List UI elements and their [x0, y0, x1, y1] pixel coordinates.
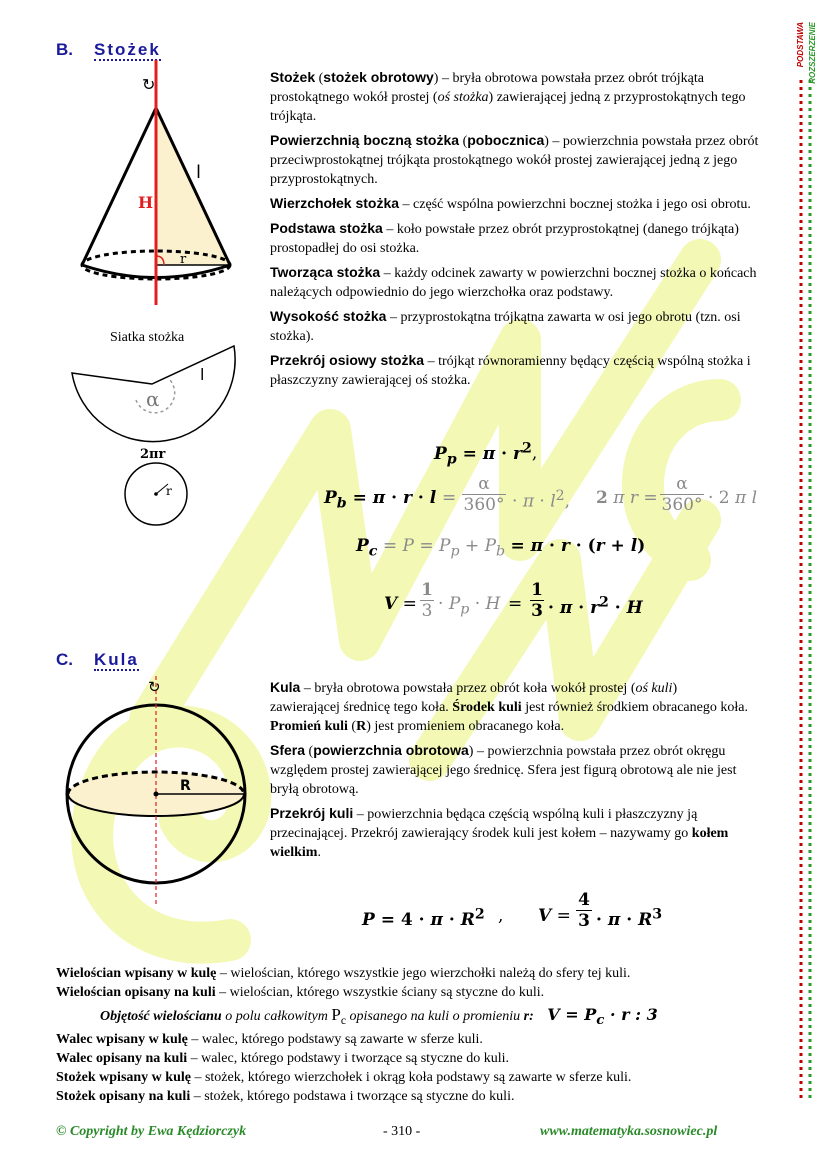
- label-l: l: [196, 162, 202, 183]
- label-H: H: [138, 193, 154, 212]
- footer-copyright: © Copyright by Ewa Kędziorczyk: [56, 1124, 247, 1139]
- rotation-arrow-icon: ↻: [148, 678, 161, 696]
- def-wysokosc: Wysokość stożka – przyprostokątna trójkątna zawarta w osi jego obrotu (tzn. osi stożka).: [270, 308, 741, 344]
- def-pobocznica: Powierzchnią boczną stożka (pobocznica) – powierzchnia powstała przez obrót przeciwprostokątnej trójkąta prostokątnego wokół prostej zawierającej jedną z jego przyprostokątnych.: [270, 132, 759, 187]
- section-title: Stożek: [94, 40, 161, 59]
- section-letter: C.: [56, 650, 73, 669]
- volume-note: Objętość wielościanu o polu całkowitym $P_c$ opisanego na kuli o promieniu r: $V = P_c \cdot r$ : 3: [100, 1005, 658, 1029]
- def-podstawa: Podstawa stożka – koło powstałe przez obrót przyprostokątnej (danego trójkąta) prostopadłej do osi stożka.: [270, 220, 739, 256]
- sphere-figure: [60, 676, 260, 908]
- footer-page-number: - 310 -: [383, 1124, 421, 1139]
- list-item: Walec opisany na kuli – walec, którego podstawy i tworzące są styczne do kuli.: [56, 1051, 509, 1067]
- list-item: Stożek opisany na kuli – stożek, którego podstawa i tworzące są styczne do kuli.: [56, 1089, 515, 1105]
- formula-pb: $P_b = \pi \cdot r \cdot l$ = α 360° · $\pi \cdot l^2$, 2 π r = α 360° · 2 π l: [324, 474, 758, 515]
- def-przekroj-kuli: Przekrój kuli – powierzchnia będąca częścią wspólną kuli i płaszczyzny ją przecinającej. Przekrój zawierający środek kuli jest kołem – nazywamy go kołem wielkim.: [270, 805, 729, 860]
- def-stozek: Stożek (stożek obrotowy) – bryła obrotowa powstała przez obrót trójkąta prostokątnego wokół prostej (oś stożka) zawierającej jedną z przyprostokątnych tego trójkąta.: [270, 69, 746, 124]
- formula-sphere: $P = 4 \cdot \pi \cdot R^2$ , V = 4 3 · $\pi \cdot R^3$: [362, 890, 663, 931]
- side-label-rozszerzenie: ROZSZERZENIE: [808, 22, 817, 84]
- sphere-center: [154, 792, 159, 797]
- formula-v-cone: V = 1 3 · $P_p \cdot H$ = 1 3 · $\pi \cdot r^2 \cdot H$: [384, 580, 643, 621]
- cone-definitions: [270, 68, 770, 395]
- sphere-definitions: [270, 678, 750, 867]
- list-item: Wielościan opisany na kuli – wielościan, którego wszystkie ściany są styczne do kuli.: [56, 985, 545, 1000]
- def-sfera: Sfera (powierzchnia obrotowa) – powierzchnia powstała przez obrót okręgu względem prostej zawierającej jego średnicę. Sfera jest figurą obrotową ale nie jest bryłą obrotową.: [270, 742, 737, 797]
- def-tworzaca: Tworząca stożka – każdy odcinek zawarty w powierzchni bocznej stożka o końcach należących odpowiednio do jego wierzchołka oraz podstawy.: [270, 264, 757, 300]
- def-kula: Kula – bryła obrotowa powstała przez obrót koła wokół prostej (oś kuli) zawierającej średnicę tego koła. Środek kuli jest również środkiem obracanego koła. Promień kuli (R) jest promieniem obracanego koła.: [270, 679, 748, 734]
- def-przekroj-osiowy: Przekrój osiowy stożka – trójkąt równoramienny będący częścią wspólną stożka i płaszczyzny zawierającej oś stożka.: [270, 352, 751, 388]
- net-label: Siatka stożka: [110, 330, 185, 345]
- label-alpha: α: [146, 387, 160, 411]
- section-b-heading: [56, 40, 161, 60]
- side-marker: [792, 20, 822, 1110]
- list-item: Stożek wpisany w kulę – stożek, którego wierzchołek i okrąg koła podstawy są zawarte w sferze kuli.: [56, 1070, 632, 1086]
- section-c-heading: [56, 650, 139, 670]
- net-label-l: l: [200, 365, 205, 384]
- side-label-podstawa: PODSTAWA: [796, 22, 805, 68]
- list-item: Wielościan wpisany w kulę – wielościan, którego wszystkie jego wierzchołki należą do sfery tej kuli.: [56, 966, 631, 981]
- footer-website[interactable]: www.matematyka.sosnowiec.pl: [540, 1124, 718, 1139]
- cone-net-figure: [66, 340, 246, 530]
- rotation-arrow-icon: ↻: [142, 75, 156, 94]
- cone-figure: [70, 60, 250, 310]
- cone-side-left: [82, 108, 156, 265]
- inscribed-list: [56, 964, 776, 1106]
- formula-pp: $P_p = \pi \cdot r^2$,: [434, 440, 538, 468]
- formula-pc: $P_c = P = P_p + P_b = \pi \cdot r \cdot (r + l)$: [356, 536, 646, 560]
- def-wierzcholek: Wierzchołek stożka – część wspólna powierzchni bocznej stożka i jego osi obrotu.: [270, 195, 751, 212]
- label-r: r: [180, 252, 187, 267]
- list-item: Walec wpisany w kulę – walec, którego podstawy są zawarte w sferze kuli.: [56, 1032, 483, 1048]
- label-2pir: 2πr: [140, 447, 166, 462]
- section-title: Kula: [94, 650, 139, 669]
- section-letter: B.: [56, 40, 73, 59]
- net-label-r: r: [166, 484, 172, 498]
- label-R: R: [180, 778, 191, 794]
